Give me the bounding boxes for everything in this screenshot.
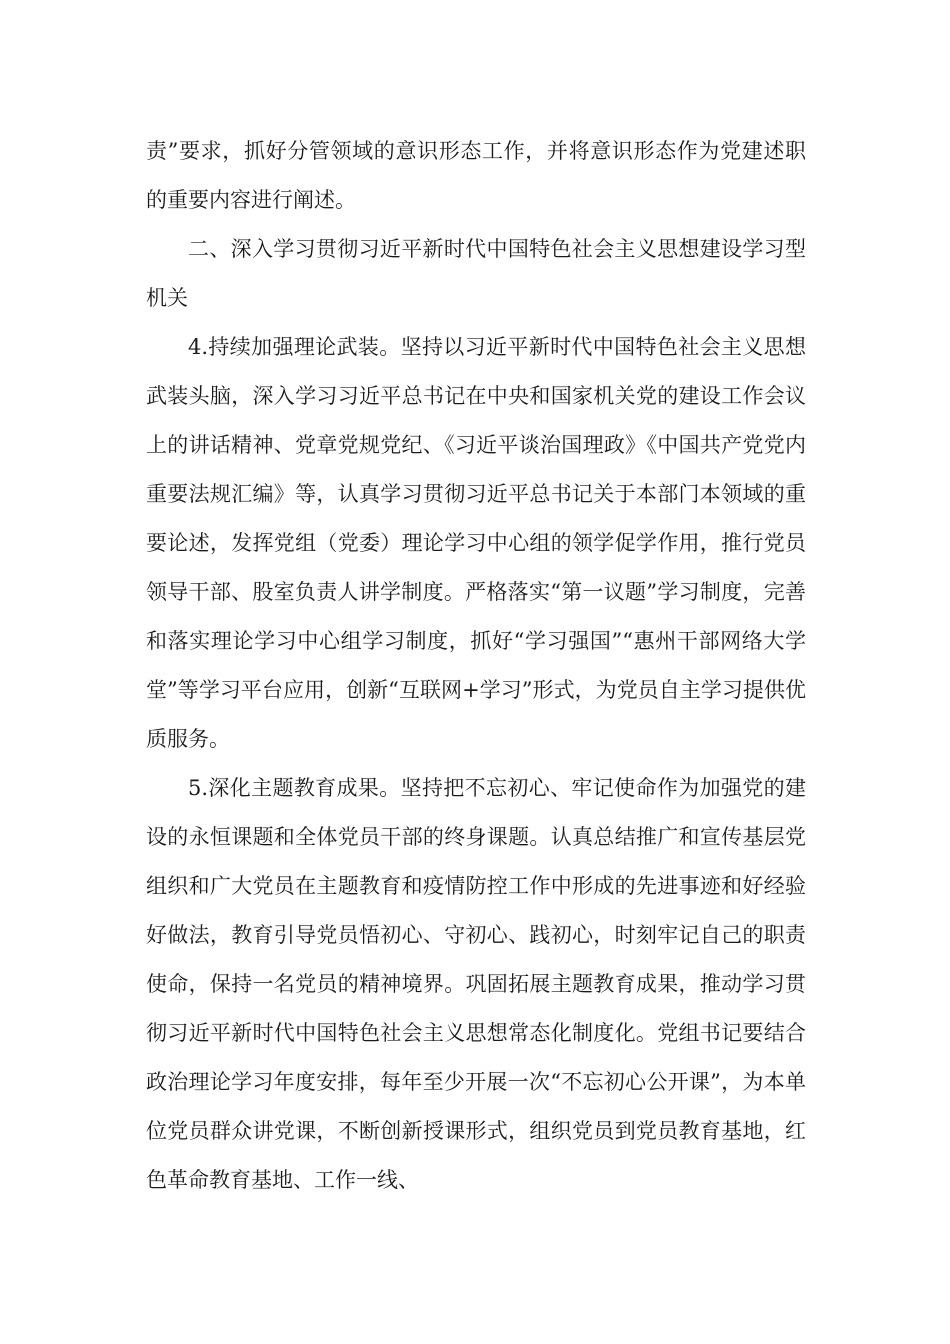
paragraph-item-5: 5.深化主题教育成果。坚持把不忘初心、牢记使命作为加强党的建设的永恒课题和全体党员干部的终身课题。认真总结推广和宣传基层党组织和广大党员在主题教育和疫情防控工作中形成的先进事迹和好经验好做法，教育引导党员悟初心、守初心、践初心，时刻牢记自己的职责使命，保持一名党员的精神境界。巩固拓展主题教育成果，推动学习贯彻习近平新时代中国特色社会主义思想常态化制度化。党组书记要结合政治理论学习年度安排，每年至少开展一次“不忘初心公开课”，为本单位党员群众讲党课，不断创新授课形式，组织党员到党员教育基地，红色革命教育基地、工作一线、: [146, 776, 806, 1192]
section-heading: 二、深入学习贯彻习近平新时代中国特色社会主义思想建设学习型机关: [146, 237, 806, 310]
paragraph-continuation: 责”要求，抓好分管领域的意识形态工作，并将意识形态作为党建述职的重要内容进行阐述。: [146, 139, 806, 212]
document-body: [146, 127, 806, 1205]
paragraph-item-4: 4.持续加强理论武装。坚持以习近平新时代中国特色社会主义思想武装头脑，深入学习习近平总书记在中央和国家机关党的建设工作会议上的讲话精神、党章党规党纪、《习近平谈治国理政》《中国共产党党内重要法规汇编》等，认真学习贯彻习近平总书记关于本部门本领域的重要论述，发挥党组（党委）理论学习中心组的领学促学作用，推行党员领导干部、股室负责人讲学制度。严格落实“第一议题”学习制度，完善和落实理论学习中心组学习制度，抓好“学习强国”“惠州干部网络大学堂”等学习平台应用，创新“互联网+学习”形式，为党员自主学习提供优质服务。: [146, 335, 806, 751]
